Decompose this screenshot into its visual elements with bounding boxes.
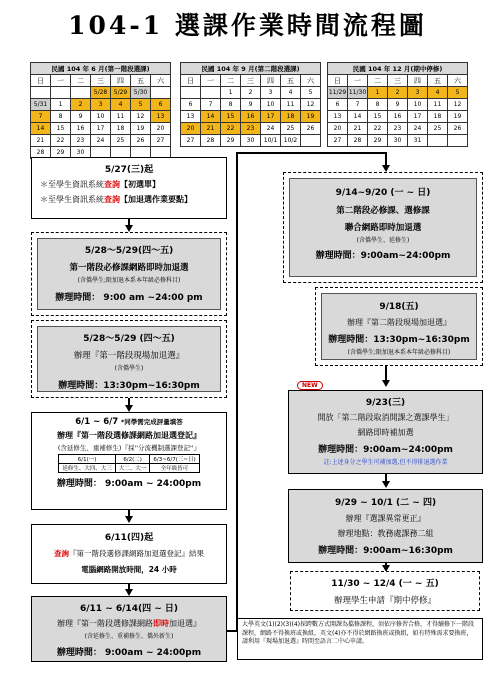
date-cell: 20 <box>328 123 348 135</box>
r3-main-1: 開放「第二階段取消開課之選課學生」 <box>317 413 454 422</box>
r4-main: 辦理『選課異常更正』 <box>345 514 426 523</box>
weekday-cell: 二 <box>368 75 388 87</box>
date-cell: 29 <box>51 147 71 159</box>
r2-title: 9/18(五) <box>379 302 419 312</box>
date-cell: 29 <box>221 135 241 147</box>
weekday-cell: 一 <box>348 75 368 87</box>
date-cell <box>71 87 91 99</box>
date-cell: 30 <box>388 135 408 147</box>
announce-line-1: ＊至學生資訊系統查詢【初選單】 <box>40 180 160 189</box>
date-cell <box>181 87 201 99</box>
date-cell: 9 <box>388 99 408 111</box>
date-cell: 30 <box>71 147 91 159</box>
date-cell: 7 <box>201 99 221 111</box>
date-cell: 7 <box>348 99 368 111</box>
date-cell: 5/31 <box>31 99 51 111</box>
weekday-cell: 四 <box>408 75 428 87</box>
date-cell: 16 <box>388 111 408 123</box>
b2-note: (含僑學生;限加退本系本年級必修科目) <box>77 277 181 284</box>
b6-time: 辦理時間： 9:00am ~ 24:00pm <box>56 648 202 658</box>
date-cell: 23 <box>71 135 91 147</box>
date-cell: 3 <box>408 87 428 99</box>
correction-box <box>288 489 483 563</box>
date-cell: 15 <box>51 123 71 135</box>
date-cell: 14 <box>201 111 221 123</box>
weekday-cell: 四 <box>111 75 131 87</box>
r1-time: 辦理時間：9:00am~24:00pm <box>315 251 451 261</box>
date-cell: 1 <box>221 87 241 99</box>
calendar-header: 民國 104 年 6 月(第一階段選課) <box>31 63 171 75</box>
r4-title: 9/29 ~ 10/1 (二 ~ 四) <box>334 498 437 508</box>
date-cell: 28 <box>348 135 368 147</box>
date-cell: 2 <box>388 87 408 99</box>
b3-main: 辦理『第一階段現場加退選』 <box>73 351 185 361</box>
weekday-cell: 一 <box>201 75 221 87</box>
date-cell: 21 <box>348 123 368 135</box>
date-cell <box>31 87 51 99</box>
date-cell: 15 <box>368 111 388 123</box>
date-cell: 10 <box>261 99 281 111</box>
date-cell: 21 <box>201 123 221 135</box>
date-cell: 13 <box>181 111 201 123</box>
b4-note: (含延修生、重補修生)『採''分流機制選課登記''』 <box>57 444 201 452</box>
date-cell: 16 <box>71 123 91 135</box>
phase2-onsite-box <box>315 287 483 366</box>
date-cell: 26 <box>301 123 321 135</box>
midterm-withdrawal-box <box>290 571 480 611</box>
date-cell: 5/28 <box>91 87 111 99</box>
date-cell: 17 <box>261 111 281 123</box>
date-cell: 23 <box>241 123 261 135</box>
r5-main: 辦理學生申請『期中停修』 <box>333 596 436 606</box>
calendar-december <box>327 62 468 147</box>
date-cell: 5 <box>301 87 321 99</box>
r2-time: 辦理時間：13:30pm~16:30pm <box>328 335 470 345</box>
b3-title: 5/28～5/29 (四～五) <box>83 334 175 344</box>
r1-main-2: 聯合網路即時加退選 <box>344 223 422 233</box>
b6-main-line: 辦理『第一階段選修課網路即時加退選』 <box>57 619 201 628</box>
r4-place: 辦理地點：教務處課務二組 <box>337 529 434 538</box>
b4-schedule-table: 6/1(一) 6/2(二) 6/3~6/7(三~日) 延修生、大四、大三 大二、大一 全年級皆可 <box>58 454 199 473</box>
date-cell: 18 <box>111 123 131 135</box>
date-cell: 11/30 <box>348 87 368 99</box>
b5-note: 電腦網路開放時間，24 小時 <box>81 565 177 574</box>
b6-title: 6/11 ~ 6/14(四 ~ 日) <box>80 604 178 614</box>
date-cell: 3 <box>261 87 281 99</box>
date-cell: 12 <box>131 111 151 123</box>
weekday-cell: 二 <box>221 75 241 87</box>
date-cell: 6 <box>328 99 348 111</box>
calendar-june <box>30 62 171 159</box>
r3-note: 註:上述身分之學生可補加選,但不得排退選作業 <box>323 459 448 466</box>
date-cell: 2 <box>241 87 261 99</box>
weekday-cell: 五 <box>281 75 301 87</box>
phase1-elective-registration-box <box>31 412 227 510</box>
weekday-cell: 三 <box>91 75 111 87</box>
r4-time: 辦理時間：9:00am~16:30pm <box>318 546 453 556</box>
date-cell: 23 <box>388 123 408 135</box>
r3-title: 9/23(三) <box>365 398 406 408</box>
date-cell: 8 <box>221 99 241 111</box>
date-cell <box>428 135 448 147</box>
weekday-cell: 日 <box>31 75 51 87</box>
phase1-required-online-box <box>31 232 227 316</box>
date-cell: 7 <box>31 111 51 123</box>
weekday-cell: 六 <box>301 75 321 87</box>
b3-time: 辦理時間：13:30pm~16:30pm <box>58 381 200 391</box>
date-cell: 19 <box>448 111 468 123</box>
weekday-cell: 六 <box>151 75 171 87</box>
r1-title: 9/14~9/20 (一 ~ 日) <box>335 188 431 198</box>
r3-main-2: 網路即時補加選 <box>357 428 414 437</box>
b4-time: 辦理時間： 9:00am ~ 24:00pm <box>56 479 202 489</box>
phase2-cancelled-course-box <box>288 390 483 474</box>
weekday-cell: 五 <box>131 75 151 87</box>
b2-time: 辦理時間： 9:00 am ~24:00 pm <box>55 293 203 303</box>
date-cell <box>448 135 468 147</box>
date-cell: 18 <box>428 111 448 123</box>
b2-main: 第一階段必修課網路即時加退選 <box>69 263 189 273</box>
date-cell: 2 <box>71 99 91 111</box>
date-cell: 13 <box>328 111 348 123</box>
date-cell: 10/1 <box>261 135 281 147</box>
date-cell: 4 <box>428 87 448 99</box>
date-cell: 10/2 <box>281 135 301 147</box>
b5-main-line: 查詢『第一階段選修課網路加退選登記』結果 <box>54 549 204 558</box>
date-cell <box>201 87 221 99</box>
date-cell: 22 <box>51 135 71 147</box>
date-cell: 3 <box>91 99 111 111</box>
date-cell: 5 <box>131 99 151 111</box>
date-cell: 19 <box>301 111 321 123</box>
calendar-header: 民國 104 年 9 月(第二階段選課) <box>181 63 321 75</box>
date-cell: 11 <box>428 99 448 111</box>
date-cell: 17 <box>91 123 111 135</box>
date-cell: 4 <box>111 99 131 111</box>
r3-time: 辦理時間：9:00am~24:00pm <box>318 445 453 455</box>
page-title: 104-1 選課作業時間流程圖 <box>68 11 427 40</box>
date-cell: 25 <box>111 135 131 147</box>
date-cell: 28 <box>31 147 51 159</box>
date-cell: 26 <box>448 123 468 135</box>
date-cell: 24 <box>91 135 111 147</box>
r1-main-1: 第二階段必修課、選修課 <box>336 206 430 216</box>
weekday-cell: 六 <box>448 75 468 87</box>
date-cell: 5/29 <box>111 87 131 99</box>
date-cell: 20 <box>151 123 171 135</box>
date-cell: 15 <box>221 111 241 123</box>
date-cell: 31 <box>408 135 428 147</box>
date-cell: 6 <box>181 99 201 111</box>
announce-line-2: ＊至學生資訊系統查詢【加退選作業要點】 <box>40 195 192 204</box>
date-cell: 1 <box>368 87 388 99</box>
date-cell: 28 <box>201 135 221 147</box>
r5-title: 11/30 ~ 12/4 (一 ~ 五) <box>331 579 439 589</box>
date-cell: 5/30 <box>131 87 151 99</box>
r1-note: (含僑學生、延修生) <box>356 237 410 244</box>
date-cell: 27 <box>181 135 201 147</box>
weekday-cell: 三 <box>241 75 261 87</box>
b6-note: (含延修生、重補修生、僑外新生) <box>84 633 174 640</box>
date-cell: 18 <box>281 111 301 123</box>
phase1-onsite-box <box>31 320 227 398</box>
date-cell: 12 <box>301 99 321 111</box>
weekday-cell: 一 <box>51 75 71 87</box>
date-cell: 27 <box>328 135 348 147</box>
calendar-september <box>180 62 321 147</box>
date-cell: 20 <box>181 123 201 135</box>
b5-title: 6/11(四)起 <box>104 533 154 543</box>
date-cell <box>151 87 171 99</box>
date-cell: 24 <box>261 123 281 135</box>
date-cell: 9 <box>241 99 261 111</box>
date-cell: 10 <box>91 111 111 123</box>
date-cell: 11/29 <box>328 87 348 99</box>
announcement-box <box>31 157 227 219</box>
announce-date: 5/27(三)起 <box>104 165 154 175</box>
weekday-cell: 二 <box>71 75 91 87</box>
date-cell: 12 <box>448 99 468 111</box>
date-cell: 27 <box>151 135 171 147</box>
date-cell: 19 <box>131 123 151 135</box>
weekday-cell: 四 <box>261 75 281 87</box>
date-cell: 5 <box>448 87 468 99</box>
date-cell: 8 <box>51 111 71 123</box>
weekday-cell: 日 <box>328 75 348 87</box>
date-cell: 4 <box>281 87 301 99</box>
date-cell: 29 <box>368 135 388 147</box>
calendar-header: 民國 104 年 12 月(期中停修) <box>328 63 468 75</box>
date-cell: 30 <box>241 135 261 147</box>
date-cell: 25 <box>281 123 301 135</box>
date-cell: 25 <box>428 123 448 135</box>
date-cell: 24 <box>408 123 428 135</box>
date-cell: 14 <box>31 123 51 135</box>
date-cell: 13 <box>151 111 171 123</box>
date-cell: 14 <box>348 111 368 123</box>
b4-main: 辦理『第一階段選修課網路加退選登記』 <box>57 431 201 440</box>
date-cell: 17 <box>408 111 428 123</box>
date-cell <box>51 87 71 99</box>
r2-note: (含僑學生;限加退本系本年級必修科目) <box>347 349 451 356</box>
date-cell: 22 <box>368 123 388 135</box>
phase1-result-query-box <box>31 524 227 584</box>
date-cell: 11 <box>281 99 301 111</box>
weekday-cell: 五 <box>428 75 448 87</box>
b4-title-line: 6/1 ~ 6/7 *同學需完成評量填答 <box>75 417 183 427</box>
date-cell <box>301 135 321 147</box>
date-cell: 10 <box>408 99 428 111</box>
b2-title: 5/28～5/29(四～五) <box>84 246 174 256</box>
weekday-cell: 三 <box>388 75 408 87</box>
date-cell: 22 <box>221 123 241 135</box>
date-cell: 11 <box>111 111 131 123</box>
new-badge: NEW <box>297 381 323 390</box>
date-cell: 9 <box>71 111 91 123</box>
phase1-elective-realtime-box <box>31 596 227 662</box>
date-cell: 6 <box>151 99 171 111</box>
date-cell: 26 <box>131 135 151 147</box>
b3-note: (含僑學生) <box>114 365 144 372</box>
date-cell: 21 <box>31 135 51 147</box>
weekday-cell: 日 <box>181 75 201 87</box>
phase2-online-box <box>283 172 483 283</box>
date-cell: 8 <box>368 99 388 111</box>
english-footnote: 大學英文(1)(2)(3)(4)採跨數方式開課為擋修課程，須依序修習合格，才得續修下一階段課程，網路不得換班或換組，英文(4)亦不得於網路換班或換組，如有特殊需求要換班，請利用『現場加退選』時間至語言二中心申請。 <box>237 618 483 660</box>
date-cell: 1 <box>51 99 71 111</box>
date-cell: 16 <box>241 111 261 123</box>
r2-main: 辦理『第二階段現場加退選』 <box>347 318 451 327</box>
